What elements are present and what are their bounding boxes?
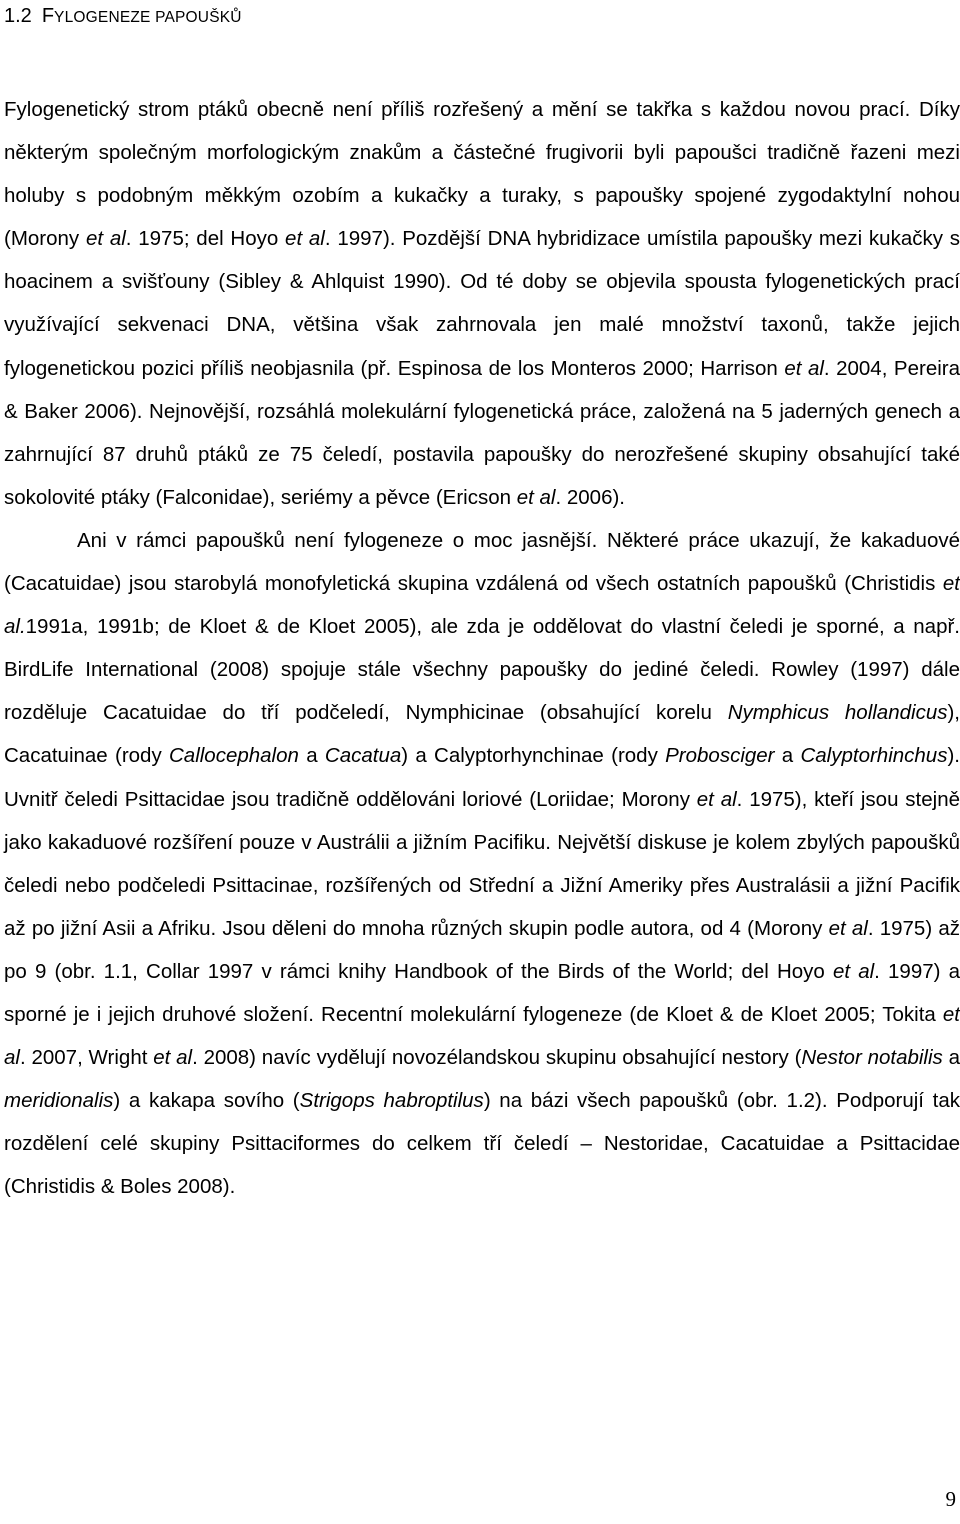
text-run: ). Uvnitř čeledi Psittacidae jsou tradičně oddělováni loriové (Loriidae; Morony (4, 744, 960, 811)
italic-text-run: et al (696, 787, 737, 811)
italic-text-run: et al. (4, 572, 960, 639)
italic-text-run: et al (784, 356, 824, 380)
italic-text-run: et al (832, 959, 875, 983)
text-run: . 1997). Pozdější DNA hybridizace umístila papoušky mezi kukačky s hoacinem a svišťouny (Sibley & Ahlquist 1990). Od té doby se objevila spousta fylogenetických prací využívající sekvenaci DNA, většina však zahrnovala jen malé množství taxonů, takže jejich fylogenetickou pozici příliš neobjasnila (př. Espinosa de los Monteros 2000; Harrison (4, 227, 960, 380)
text-run: . 2007, Wright (19, 1046, 154, 1070)
italic-text-run: Cacatua (324, 744, 402, 768)
text-run: ) na bázi všech papoušků (obr. 1.2). Podporují tak rozdělení celé skupiny Psittaciformes do celkem tří čeledí – Nestoridae, Cacatuidae a Psittacidae (Christidis & Boles 2008). (4, 1089, 960, 1199)
text-run: . 1975; del Hoyo (125, 227, 286, 251)
text-run: . 1975) až po 9 (obr. 1.1, Collar 1997 v rámci knihy Handbook of the Birds of the World; del Hoyo (4, 916, 960, 983)
italic-text-run: et al (828, 916, 868, 940)
text-run: ), Cacatuinae (rody (4, 701, 960, 768)
text-run: Fylogenetický strom ptáků obecně není příliš rozřešený a mění se takřka s každou novou prací. Díky některým společným morfologickým znakům a částečné frugivorii byli papoušci tradičně řazeni mezi holuby s podobným měkkým ozobím a kukačky a turaky, s papoušky spojené zygodaktylní nohou (Morony (4, 98, 960, 251)
italic-text-run: et al (285, 227, 325, 251)
section-title-first-letter: F (41, 5, 55, 27)
text-run: a (942, 1046, 960, 1070)
text-run: a (298, 744, 325, 768)
text-run: Ani v rámci papoušků není fylogeneze o moc jasnější. Některé práce ukazují, že kakaduové (Cacatuidae) jsou starobylá monofyletická skupina vzdálená od všech ostatních papoušků (Christidis (4, 528, 960, 596)
italic-text-run: Nestor notabilis (801, 1046, 943, 1070)
italic-text-run: et al (4, 1002, 960, 1070)
italic-text-run: Probosciger (665, 744, 775, 768)
section-title-rest: YLOGENEZE PAPOUŠKŮ (54, 9, 242, 26)
italic-text-run: Strigops habroptilus (299, 1089, 484, 1113)
text-run: 1991a, 1991b; de Kloet & de Kloet 2005), ale zda je oddělovat do vlastní čeledi je sporné, a např. BirdLife International (2008) spojuje stále všechny papoušky do jediné čeledi. Rowley (1997) dále rozděluje Cacatuidae do tří podčeledí, Nymphicinae (obsahující korelu (4, 615, 960, 725)
section-number: 1.2 (4, 5, 32, 27)
text-run: ) a Calyptorhynchinae (rody (401, 744, 666, 768)
body-text (4, 88, 960, 1208)
text-run: . 2006). (555, 485, 625, 509)
paragraph-2 (4, 519, 960, 1209)
paragraph-1 (4, 88, 960, 519)
section-heading (4, 2, 242, 32)
italic-text-run: Nymphicus hollandicus (727, 701, 948, 725)
italic-text-run: Callocephalon (168, 744, 299, 768)
italic-text-run: meridionalis (4, 1089, 114, 1113)
text-run: . 1975), kteří jsou stejně jako kakaduové rozšíření pouze v Austrálii a jižním Pacifiku. Největší diskuse je kolem zbylých papoušků čeledi nebo podčeledi Psittacinae, rozšířených od Střední a Jižní Ameriky přes Australásii a jižní Pacifik až po jižní Asii a Afriku. Jsou děleni do mnoha různých skupin podle autora, od 4 (Morony (4, 787, 960, 940)
text-run: a (774, 744, 801, 768)
text-run: ) a kakapa sovího ( (113, 1089, 300, 1113)
italic-text-run: et al (153, 1046, 193, 1070)
page-number: 9 (945, 1487, 956, 1511)
italic-text-run: Calyptorhinchus (800, 744, 948, 768)
text-run: . 2008) navíc vydělují novozélandskou skupinu obsahující nestory ( (192, 1046, 802, 1070)
text-run: . 2004, Pereira & Baker 2006). Nejnovější, rozsáhlá molekulární fylogenetická práce, založená na 5 jaderných genech a zahrnující 87 druhů ptáků ze 75 čeledí, postavila papoušky do nerozřešené skupiny obsahující také sokolovité ptáky (Falconidae), seriémy a pěvce (Ericson (4, 356, 960, 509)
italic-text-run: et al (85, 227, 126, 251)
text-run: . 1997) a sporné je i jejich druhové složení. Recentní molekulární fylogeneze (de Kloet & de Kloet 2005; Tokita (4, 959, 960, 1026)
italic-text-run: et al (516, 485, 556, 509)
